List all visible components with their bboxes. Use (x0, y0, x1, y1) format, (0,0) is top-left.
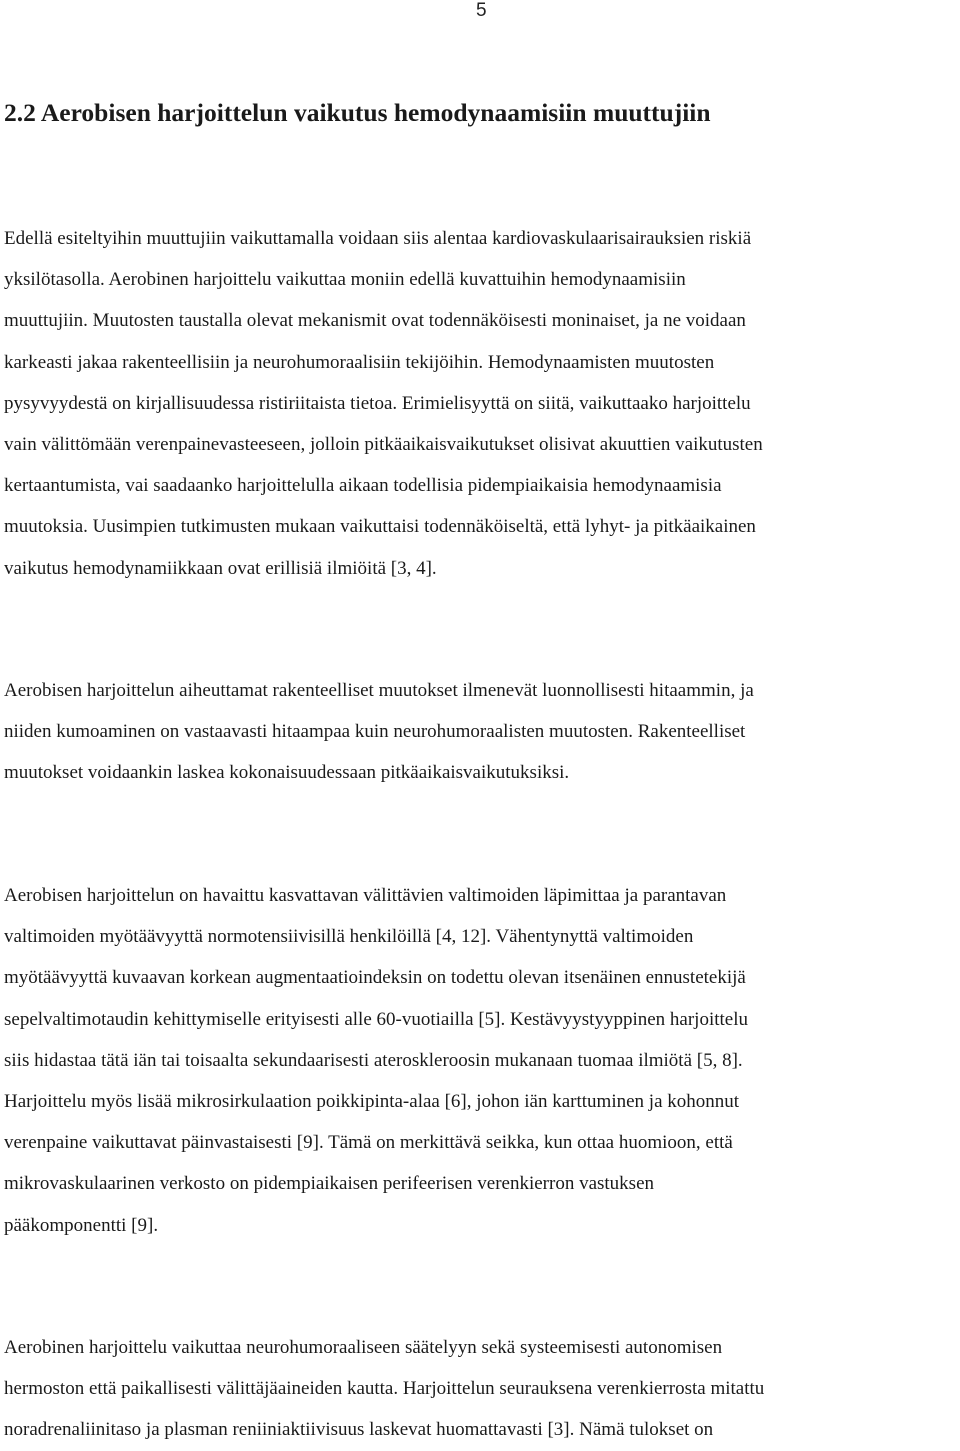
text-line: sepelvaltimotaudin kehittymiselle erityisesti alle 60-vuotiailla [5]. Kestävyystyyppinen harjoittelu (4, 1008, 748, 1030)
text-line: valtimoiden myötäävyyttä normotensiivisillä henkilöillä [4, 12]. Vähentynyttä valtimoiden (4, 926, 694, 948)
text-line: pysyvyydestä on kirjallisuudessa ristiriitaista tietoa. Erimielisyyttä on siitä, vaikuttaako harjoittelu (4, 392, 751, 414)
text-line: muuttujiin. Muutosten taustalla olevat mekanismit ovat todennäköisesti moninaiset, ja ne voidaan (4, 310, 746, 332)
text-line: verenpaine vaikuttavat päinvastaisesti [9]. Tämä on merkittävä seikka, kun ottaa huomioon, että (4, 1132, 733, 1154)
text-line: Harjoittelu myös lisää mikrosirkulaation poikkipinta-alaa [6], johon iän karttuminen ja kohonnut (4, 1090, 740, 1112)
text-line: yksilötasolla. Aerobinen harjoittelu vaikuttaa moniin edellä kuvattuihin hemodynaamisiin (4, 269, 686, 291)
text-line: kertaantumista, vai saadaanko harjoittelulla aikaan todellisia pidempiaikaisia hemodynaamisia (4, 475, 722, 497)
text-line: Edellä esiteltyihin muuttujiin vaikuttamalla voidaan siis alentaa kardiovaskulaarisairauksien riskiä (4, 228, 752, 249)
text-line: vaikutus hemodynamiikkaan ovat erillisiä ilmiöitä [3, 4]. (4, 557, 437, 579)
paragraph-1 (4, 218, 763, 589)
text-line: hermoston että paikallisesti välittäjäaineiden kautta. Harjoittelun seurauksena verenkierrosta mitattu (4, 1378, 765, 1400)
text-line: niiden kumoaminen on vastaavasti hitaampaa kuin neurohumoraalisten muutosten. Rakenteelliset (4, 721, 746, 743)
text-line: karkeasti jakaa rakenteellisiin ja neurohumoraalisiin tekijöihin. Hemodynaamisten muutosten (4, 351, 715, 373)
text-line: siis hidastaa tätä iän tai toisaalta sekundaarisesti ateroskleroosin mukanaan tuomaa ilmiötä [5, 8]. (4, 1049, 743, 1071)
text-line: vain välittömään verenpainevasteeseen, jolloin pitkäaikaisvaikutukset olisivat akuuttien vaikutusten (4, 433, 763, 455)
text-line: Aerobisen harjoittelun aiheuttamat rakenteelliset muutokset ilmenevät luonnollisesti hitaammin, ja (4, 680, 754, 701)
text-line: pääkomponentti [9]. (4, 1214, 159, 1236)
paragraph-3 (4, 875, 748, 1246)
text-line: muutokset voidaankin laskea kokonaisuudessaan pitkäaikaisvaikutuksiksi. (4, 762, 570, 784)
text-line: Aerobisen harjoittelun on havaittu kasvattavan välittävien valtimoiden läpimittaa ja parantavan (4, 885, 727, 906)
text-line: muutoksia. Uusimpien tutkimusten mukaan vaikuttaisi todennäköiseltä, että lyhyt- ja pitkäaikainen (4, 516, 756, 538)
text-line: Aerobinen harjoittelu vaikuttaa neurohumoraaliseen säätelyyn sekä systeemisesti autonomisen (4, 1337, 723, 1358)
page-number: 5 (476, 0, 487, 21)
section-heading: 2.2 Aerobisen harjoittelun vaikutus hemodynaamisiin muuttujiin (4, 98, 711, 127)
text-line: myötäävyyttä kuvaavan korkean augmentaatioindeksin on todettu olevan itsenäinen ennustetekijä (4, 967, 746, 989)
text-line: mikrovaskulaarinen verkosto on pidempiaikaisen perifeerisen verenkierron vastuksen (4, 1173, 655, 1195)
paragraph-4 (4, 1327, 764, 1451)
paragraph-2 (4, 670, 754, 794)
text-line: noradrenaliinitaso ja plasman reniiniaktiivisuus laskevat huomattavasti [3]. Nämä tulokset on (4, 1419, 714, 1441)
